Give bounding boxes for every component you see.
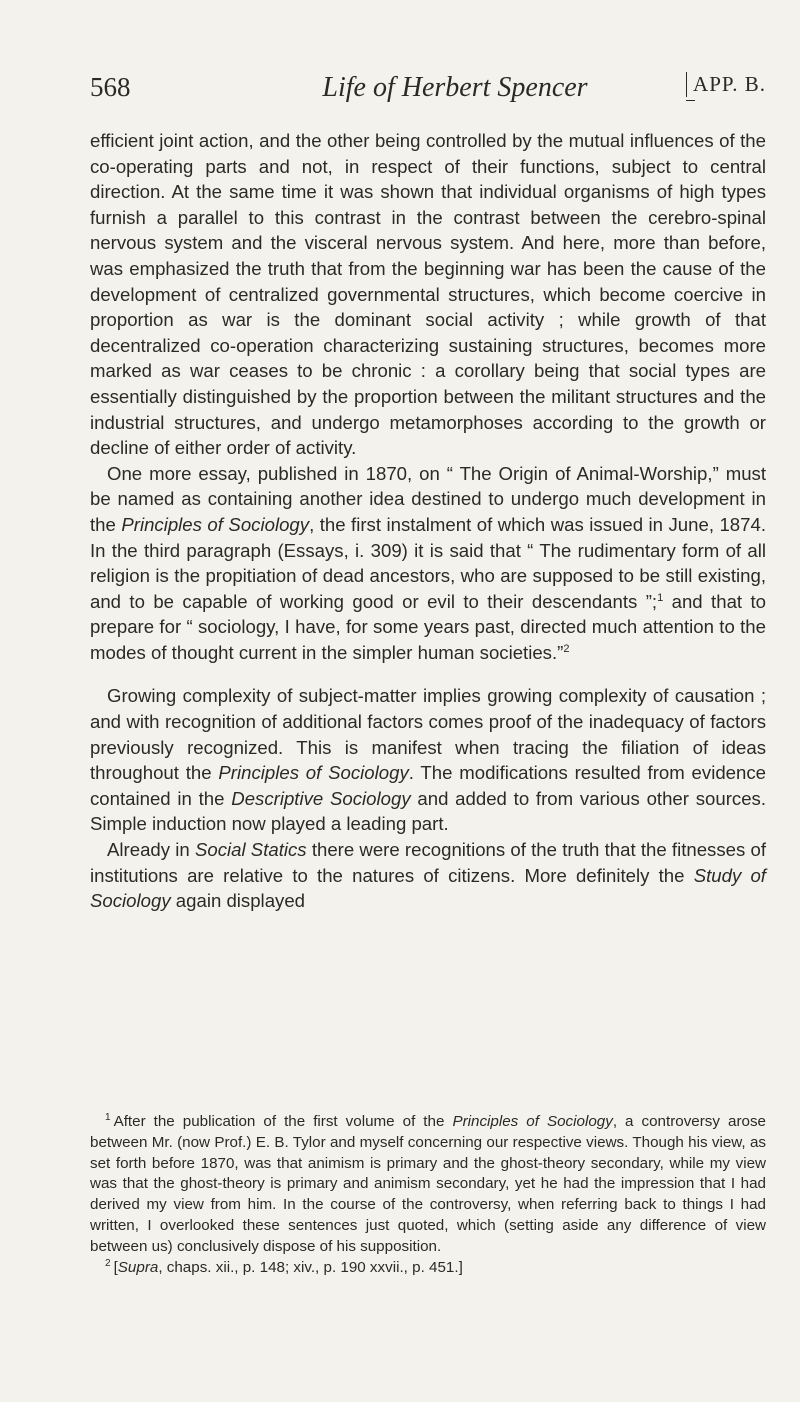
footnote-2: $^2$ [Supra, chaps. xii., p. 148; xiv., p. 190 xxvii., p. 451.] xyxy=(105,1257,463,1276)
book-title: Principles of Sociology xyxy=(121,513,310,535)
page-number: 568 xyxy=(90,72,131,102)
section-label: APP. B. xyxy=(686,72,766,97)
paragraph-3: Growing complexity of subject-matter implies growing complexity of causation ; and with recognition of additional factors comes proof of the inadequacy of factors previously recognized. This is manifest when tracing the filiation of ideas throughout the Principles of Sociology. The modifications resulted from evidence contained in the Descriptive Sociology and added to from various other sources. Simple induction now played a leading part. xyxy=(90,685,766,835)
book-title: Descriptive Sociology xyxy=(231,787,411,809)
footnote-number: 1 xyxy=(105,1111,111,1123)
paragraph-4: Already in Social Statics there were recognitions of the truth that the fitnesses of institutions are relative to the natures of citizens. More definitely the Study of Sociology again displayed xyxy=(90,839,766,912)
paragraph-1: efficient joint action, and the other being controlled by the mutual influences of the co-operating parts and not, in respect of their functions, subject to central direction. At the same time it was shown that individual organisms of high types furnish a parallel to this contrast in the contrast between the cerebro-spinal nervous system and the visceral nervous system. And here, more than before, was emphasized the truth that from the beginning war has been the cause of the development of centralized governmental structures, which become coercive in proportion as war is the dominant social activity ; while growth of that decentralized co-operation characterizing sustaining structures, becomes more marked as war ceases to be chronic : a corollary being that social types are essentially distinguished by the proportion between the militant structures and the industrial structures, and undergo metamorphoses according to the growth or decline of either order of activity. xyxy=(90,130,766,459)
reference-title: Supra xyxy=(117,1258,159,1276)
footnote-ref-2[interactable]: 2 xyxy=(563,642,570,655)
book-title: Principles of Sociology xyxy=(218,762,409,784)
paragraph-2: One more essay, published in 1870, on “ The Origin of Animal-Worship,” must be named as containing another idea destined to undergo much development in the Principles of Sociology, the first instalment of which was issued in June, 1874. In the third paragraph (Essays, i. 309) it is said that “ The rudimentary form of all religion is the propitiation of dead ancestors, who are supposed to be still existing, and to be capable of working good or evil to their descendants ”;$^1$ and that to prepare for “ sociology, I have, for some years past, directed much attention to the modes of thought current in the simpler human societies.”$^2$ xyxy=(90,462,766,663)
running-header xyxy=(90,72,766,112)
main-text xyxy=(90,128,766,914)
footnote-1: $^1$ After the publication of the first volume of the Principles of Sociology, a controversy arose between Mr. (now Prof.) E. B. Tylor and myself concerning our respective views. Though his view, as set forth before 1870, was that animism is primary and the ghost-theory secondary, while my view was that the ghost-theory is primary and animism secondary, yet he had the impression that I had derived my view from him. In the course of the controversy, when referring back to things I had written, I overlooked these sentences just quoted, which (setting aside any difference of view between us) conclusively dispose of his supposition. xyxy=(90,1111,766,1255)
footnote-number: 2 xyxy=(105,1257,111,1269)
footnotes xyxy=(90,1112,766,1278)
running-title: Life of Herbert Spencer xyxy=(322,72,588,103)
footnote-ref-1[interactable]: 1 xyxy=(657,591,664,604)
book-title: Social Statics xyxy=(194,839,307,861)
book-title: Principles of Sociology xyxy=(452,1113,613,1130)
book-title: Study of Sociology xyxy=(90,864,766,912)
